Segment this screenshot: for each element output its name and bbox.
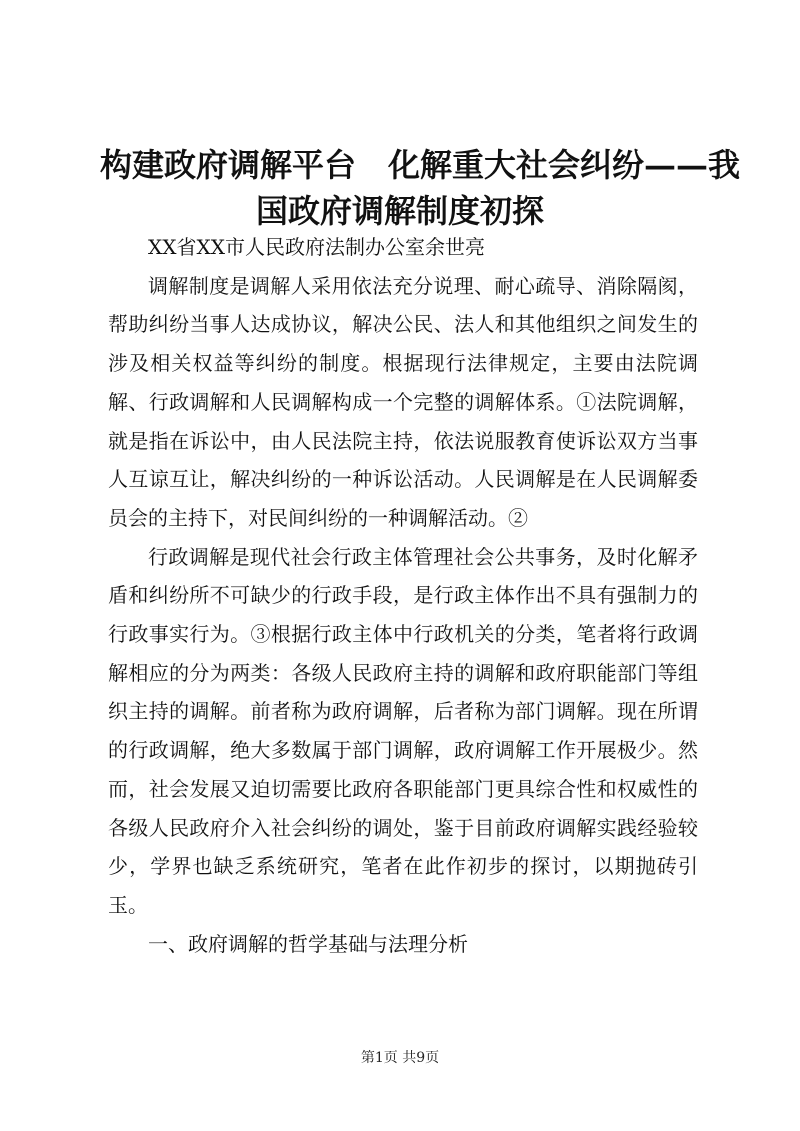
title-line-1: 构建政府调解平台 化解重大社会纠纷——我 — [100, 146, 741, 184]
document-title — [100, 142, 741, 234]
section-heading: 一、政府调解的哲学基础与法理分析 — [148, 931, 468, 956]
title-line-2: 国政府调解制度初探 — [255, 192, 544, 230]
paragraph: 行政调解是现代社会行政主体管理社会公共事务，及时化解矛盾和纠纷所不可缺少的行政手段，是行政主体作出不具有强制力的行政事实行为。③根据行政主体中行政机关的分类，笔者将行政调解相应的分为两类：各级人民政府主持的调解和政府职能部门等组织主持的调解。前者称为政府调解，后者称为部门调解。现在所谓的行政调解，绝大多数属于部门调解，政府调解工作开展极少。然而，社会发展又迫切需要比政府各职能部门更具综合性和权威性的各级人民政府介入社会纠纷的调处，鉴于目前政府调解实践经验较少，学界也缺乏系统研究，笔者在此作初步的探讨，以期抛砖引玉。 — [108, 544, 698, 917]
document-body — [108, 228, 698, 963]
page-footer: 第1页 共9页 — [360, 1050, 440, 1066]
author-line: XX省XX市人民政府法制办公室余世亮 — [148, 235, 485, 259]
paragraph: 调解制度是调解人采用依法充分说理、耐心疏导、消除隔阂，帮助纠纷当事人达成协议，解决公民、法人和其他组织之间发生的涉及相关权益等纠纷的制度。根据现行法律规定，主要由法院调解、行政调解和人民调解构成一个完整的调解体系。①法院调解，就是指在诉讼中，由人民法院主持，依法说服教育使诉讼双方当事人互谅互让，解决纠纷的一种诉讼活动。人民调解是在人民调解委员会的主持下，对民间纠纷的一种调解活动。② — [108, 273, 698, 530]
